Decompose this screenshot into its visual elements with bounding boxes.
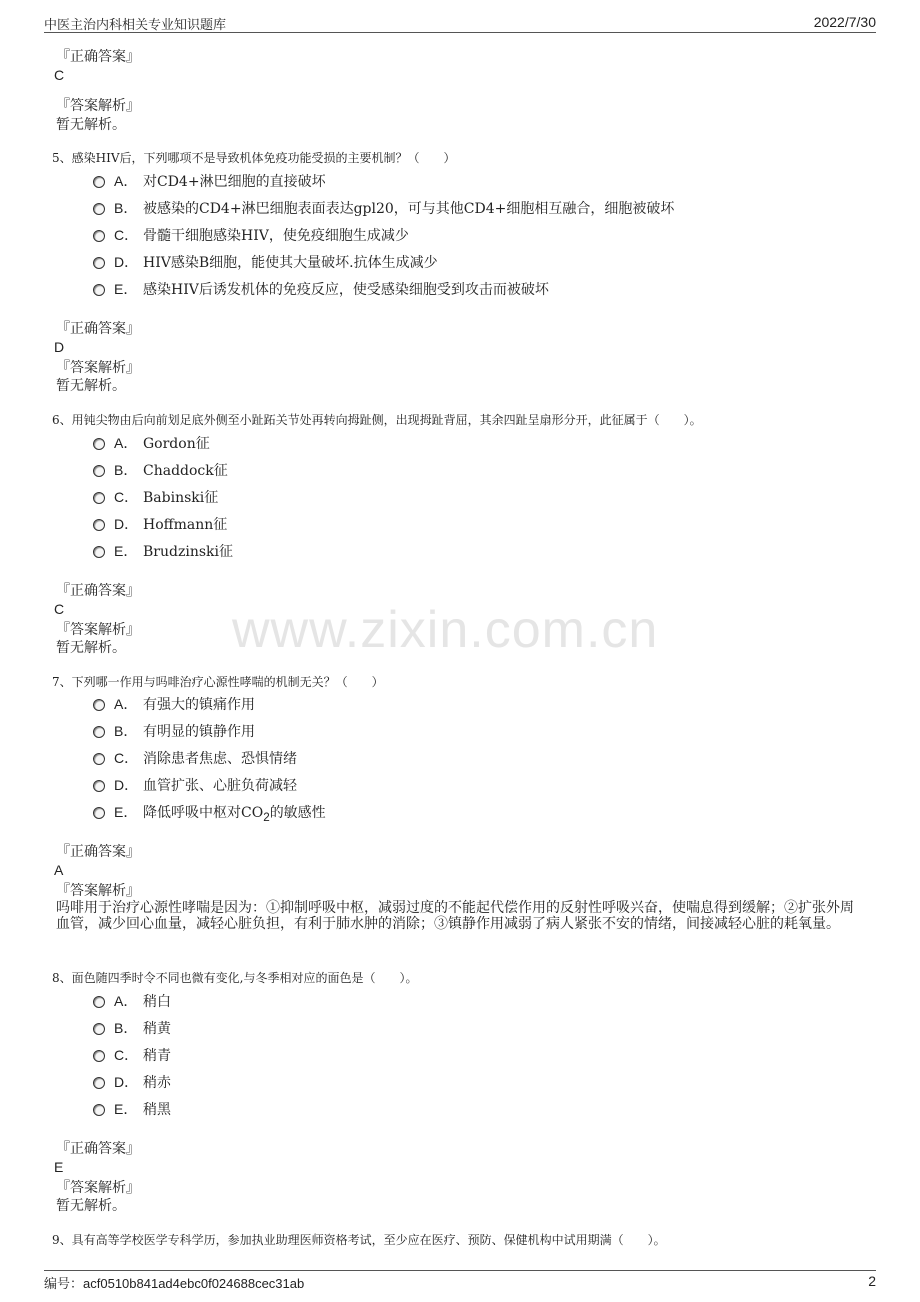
option-text: 骨髓干细胞感染HIV，使免疫细胞生成减少 <box>143 228 409 244</box>
radio-button[interactable] <box>93 465 105 477</box>
radio-button[interactable] <box>93 257 105 269</box>
option-text: HIV感染B细胞，能使其大量破坏.抗体生成减少 <box>143 255 438 271</box>
analysis-label: 『答案解析』 <box>56 622 140 638</box>
option-letter: C． <box>114 1047 139 1063</box>
option-text: 有强大的镇痛作用 <box>143 697 255 713</box>
analysis-label: 『答案解析』 <box>56 1180 140 1196</box>
radio-button[interactable] <box>93 284 105 296</box>
subscript-2: 2 <box>263 810 270 824</box>
option-letter: A． <box>114 435 138 451</box>
analysis-label: 『答案解析』 <box>56 360 140 376</box>
footer-code <box>44 1273 304 1292</box>
question-7: 7、下列哪一作用与吗啡治疗心源性哮喘的机制无关？（ ） <box>52 675 384 689</box>
option-text: 稍白 <box>143 994 171 1010</box>
document-title: 中医主治内科相关专业知识题库 <box>44 18 227 33</box>
radio-button[interactable] <box>93 176 105 188</box>
option-text-part: 的敏感性 <box>269 805 326 821</box>
option-letter: D． <box>114 777 139 793</box>
footer-code-label: 编号： <box>44 1277 84 1292</box>
option-letter: D． <box>114 254 139 270</box>
question-5: 5、感染HIV后，下列哪项不是导致机体免疫功能受损的主要机制？（ ） <box>52 151 456 165</box>
analysis-text: 吗啡用于治疗心源性哮喘是因为：①抑制呼吸中枢，减弱过度的不能起代偿作用的反射性呼吸兴奋，使喘息得到缓解；②扩张外周血管，减少回心血量，减轻心脏负担，有利于肺水肿的消除；③镇静作用减弱了病人紧张不安的情绪，间接减轻心脏的耗氧量。 <box>56 900 854 932</box>
answer-value: D <box>54 339 65 355</box>
radio-button[interactable] <box>93 203 105 215</box>
option-letter: A． <box>114 993 138 1009</box>
option-text: Gordon征 <box>143 436 210 452</box>
footer-code-value: acf0510b841ad4ebc0f024688cec31ab <box>83 1276 305 1291</box>
option-letter: B． <box>114 723 138 739</box>
radio-button[interactable] <box>93 1050 105 1062</box>
watermark: www.zixin.com.cn <box>232 601 659 659</box>
radio-button[interactable] <box>93 492 105 504</box>
option-text: Brudzinski征 <box>143 544 233 560</box>
option-letter: E． <box>114 281 138 297</box>
option-text: 稍黄 <box>143 1021 171 1037</box>
option-letter: E． <box>114 1101 138 1117</box>
radio-button[interactable] <box>93 699 105 711</box>
option-letter: C． <box>114 489 139 505</box>
option-text: Chaddock征 <box>143 463 228 479</box>
radio-button[interactable] <box>93 780 105 792</box>
radio-button[interactable] <box>93 230 105 242</box>
analysis-text: 暂无解析。 <box>56 1198 126 1214</box>
option-text: Babinski征 <box>143 490 219 506</box>
answer-label: 『正确答案』 <box>56 1141 140 1157</box>
question-9: 9、具有高等学校医学专科学历，参加执业助理医师资格考试，至少应在医疗、预防、保健机构中试用期满（ ）。 <box>52 1233 666 1247</box>
radio-button[interactable] <box>93 1104 105 1116</box>
document-date: 2022/7/30 <box>813 14 876 30</box>
answer-label: 『正确答案』 <box>56 844 140 860</box>
analysis-text: 暂无解析。 <box>56 640 126 656</box>
option-text: Hoffmann征 <box>143 517 228 533</box>
option-text: 消除患者焦虑、恐惧情绪 <box>143 751 297 767</box>
option-letter: B． <box>114 1020 138 1036</box>
page-footer <box>44 1270 876 1291</box>
page-number: 2 <box>868 1273 876 1289</box>
option-letter: A． <box>114 696 138 712</box>
radio-button[interactable] <box>93 996 105 1008</box>
option-text: 对CD4+淋巴细胞的直接破坏 <box>143 174 326 190</box>
answer-value: A <box>54 862 64 878</box>
option-letter: C． <box>114 227 139 243</box>
option-letter: A． <box>114 173 138 189</box>
radio-button[interactable] <box>93 519 105 531</box>
option-letter: E． <box>114 804 138 820</box>
option-letter: D． <box>114 516 139 532</box>
radio-button[interactable] <box>93 807 105 819</box>
option-text: 感染HIV后诱发机体的免疫反应，使受感染细胞受到攻击而被破坏 <box>143 282 549 298</box>
answer-value: C <box>54 67 65 83</box>
option-text: 被感染的CD4+淋巴细胞表面表达gpl20，可与其他CD4+细胞相互融合，细胞被破坏 <box>143 201 675 217</box>
question-8: 8、面色随四季时令不同也微有变化,与冬季相对应的面色是（ ）。 <box>52 971 418 985</box>
option-letter: C． <box>114 750 139 766</box>
option-letter: E． <box>114 543 138 559</box>
answer-value: E <box>54 1159 64 1175</box>
radio-button[interactable] <box>93 1023 105 1035</box>
option-text <box>143 802 326 824</box>
option-letter: B． <box>114 462 138 478</box>
answer-value: C <box>54 601 65 617</box>
option-letter: D． <box>114 1074 139 1090</box>
answer-label: 『正确答案』 <box>56 583 140 599</box>
radio-button[interactable] <box>93 438 105 450</box>
page-header <box>44 12 876 33</box>
answer-label: 『正确答案』 <box>56 321 140 337</box>
option-text: 稍青 <box>143 1048 171 1064</box>
option-text: 稍黑 <box>143 1102 171 1118</box>
option-text: 稍赤 <box>143 1075 171 1091</box>
analysis-label: 『答案解析』 <box>56 98 140 114</box>
radio-button[interactable] <box>93 726 105 738</box>
radio-button[interactable] <box>93 1077 105 1089</box>
question-6: 6、用钝尖物由后向前划足底外侧至小趾跖关节处再转向拇趾侧，出现拇趾背屈，其余四趾呈扇形分开，此征属于（ ）。 <box>52 413 702 427</box>
option-text: 有明显的镇静作用 <box>143 724 255 740</box>
analysis-text: 暂无解析。 <box>56 117 126 133</box>
analysis-label: 『答案解析』 <box>56 883 140 899</box>
answer-label: 『正确答案』 <box>56 49 140 65</box>
option-text: 血管扩张、心脏负荷减轻 <box>143 778 297 794</box>
radio-button[interactable] <box>93 546 105 558</box>
analysis-text: 暂无解析。 <box>56 378 126 394</box>
option-letter: B． <box>114 200 138 216</box>
radio-button[interactable] <box>93 753 105 765</box>
option-text-part: 降低呼吸中枢对CO <box>143 805 264 821</box>
